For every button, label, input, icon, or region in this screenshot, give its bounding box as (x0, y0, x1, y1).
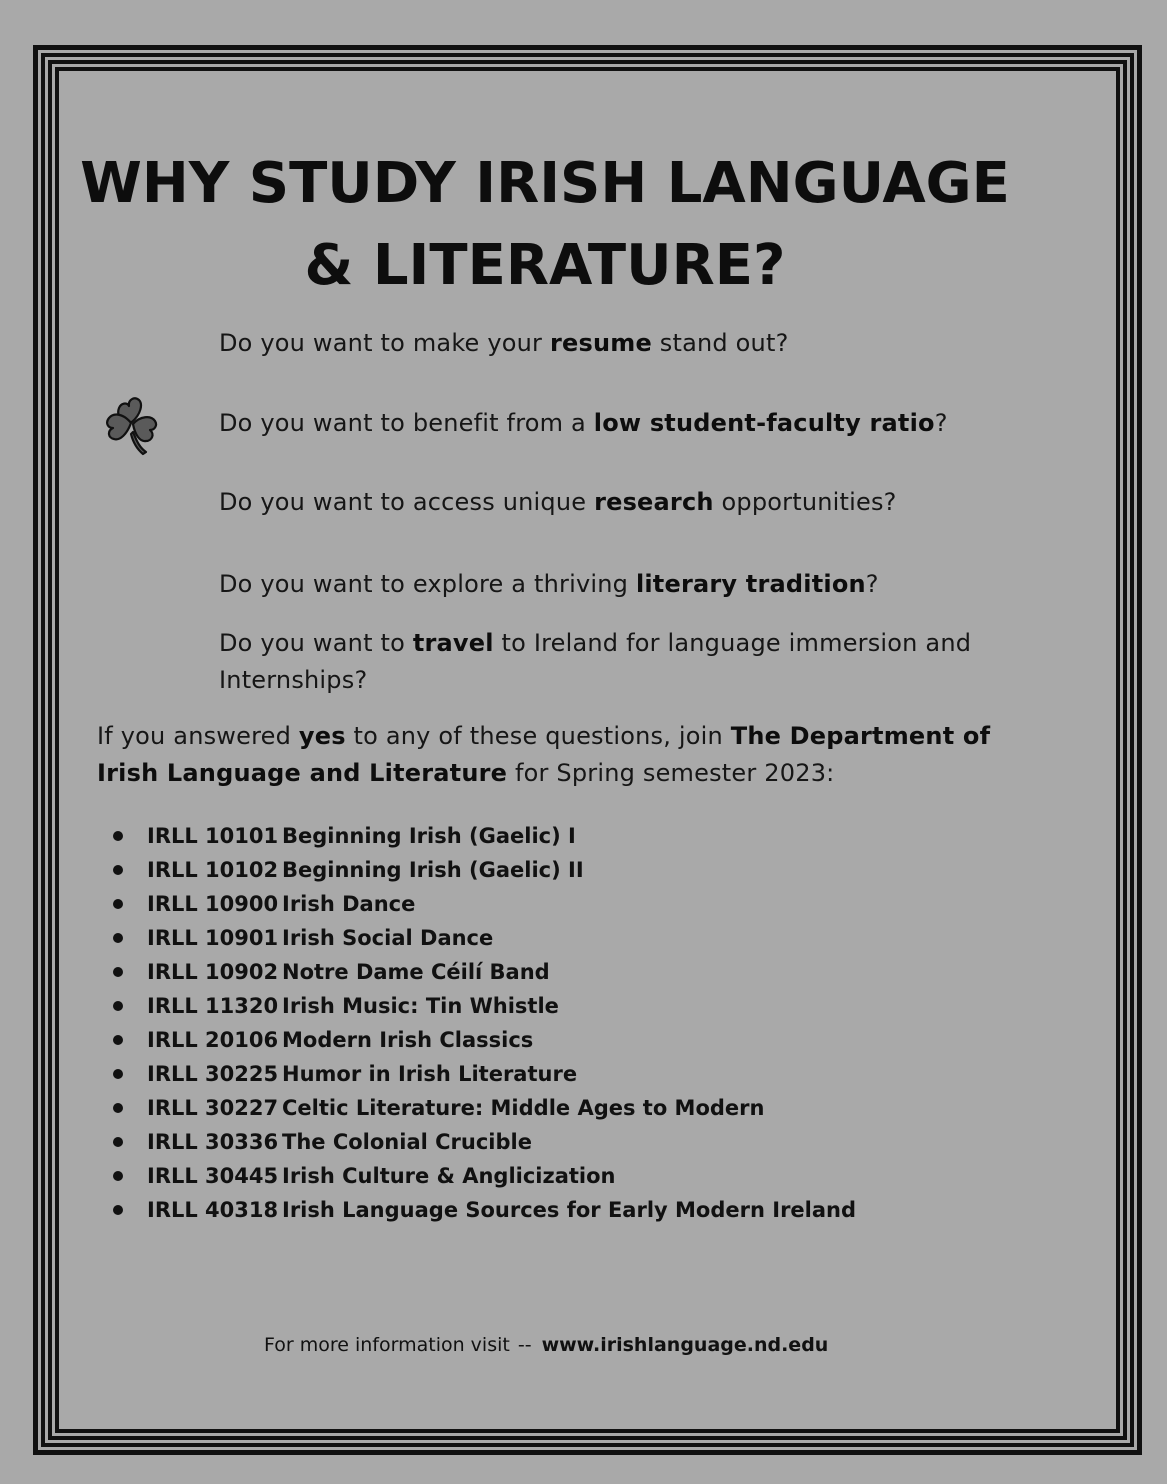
bullet-icon (113, 1171, 123, 1181)
course-name: Irish Music: Tin Whistle (282, 994, 559, 1018)
footer-text: For more information visit (264, 1334, 510, 1356)
course-code: IRLL 10902 (147, 960, 279, 984)
course-name: Notre Dame Céilí Band (282, 960, 550, 984)
footer (264, 1330, 828, 1360)
course-name: Celtic Literature: Middle Ages to Modern (282, 1096, 765, 1120)
course-code: IRLL 20106 (147, 1028, 279, 1052)
answer-paragraph: If you answered yes to any of these questions, join The Department of Irish Language and Literature for Spring semester 2023: (97, 722, 991, 787)
course-name: Humor in Irish Literature (282, 1062, 578, 1086)
course-code: IRLL 10900 (147, 892, 279, 916)
shamrock-icon (100, 392, 164, 456)
question-research: Do you want to access unique research opportunities? (219, 488, 897, 516)
question-resume: Do you want to make your resume stand out? (219, 329, 789, 357)
course-name: Irish Language Sources for Early Modern Ireland (282, 1198, 857, 1222)
question-travel: Do you want to travel to Ireland for language immersion and Internships? (219, 629, 972, 694)
course-code: IRLL 30225 (147, 1062, 279, 1086)
course-code: IRLL 10102 (147, 858, 279, 882)
bullet-icon (113, 967, 123, 977)
bullet-icon (113, 1103, 123, 1113)
course-name: Beginning Irish (Gaelic) II (282, 858, 584, 882)
course-name: Beginning Irish (Gaelic) I (282, 824, 576, 848)
course-name: Modern Irish Classics (282, 1028, 534, 1052)
footer-url-link[interactable]: www.irishlanguage.nd.edu (541, 1334, 829, 1356)
course-code: IRLL 30227 (147, 1096, 279, 1120)
course-code: IRLL 11320 (147, 994, 279, 1018)
bullet-icon (113, 1035, 123, 1045)
course-code: IRLL 40318 (147, 1198, 279, 1222)
course-name: Irish Culture & Anglicization (282, 1164, 616, 1188)
footer-separator: -- (517, 1334, 532, 1356)
question-literary: Do you want to explore a thriving literary tradition? (219, 570, 879, 598)
title-line-2: & LITERATURE? (304, 233, 786, 298)
bullet-icon (113, 865, 123, 875)
bullet-icon (113, 831, 123, 841)
course-code: IRLL 30445 (147, 1164, 279, 1188)
course-name: Irish Dance (282, 892, 416, 916)
question-ratio: Do you want to benefit from a low student-faculty ratio? (219, 409, 948, 437)
bullet-icon (113, 933, 123, 943)
course-code: IRLL 30336 (147, 1130, 279, 1154)
course-code: IRLL 10101 (147, 824, 279, 848)
bullet-icon (113, 1001, 123, 1011)
bullet-icon (113, 1069, 123, 1079)
course-code: IRLL 10901 (147, 926, 279, 950)
bullet-icon (113, 1137, 123, 1147)
title-line-1: WHY STUDY IRISH LANGUAGE (80, 151, 1010, 216)
bullet-icon (113, 1205, 123, 1215)
bullet-icon (113, 899, 123, 909)
course-name: Irish Social Dance (282, 926, 494, 950)
course-name: The Colonial Crucible (282, 1130, 532, 1154)
